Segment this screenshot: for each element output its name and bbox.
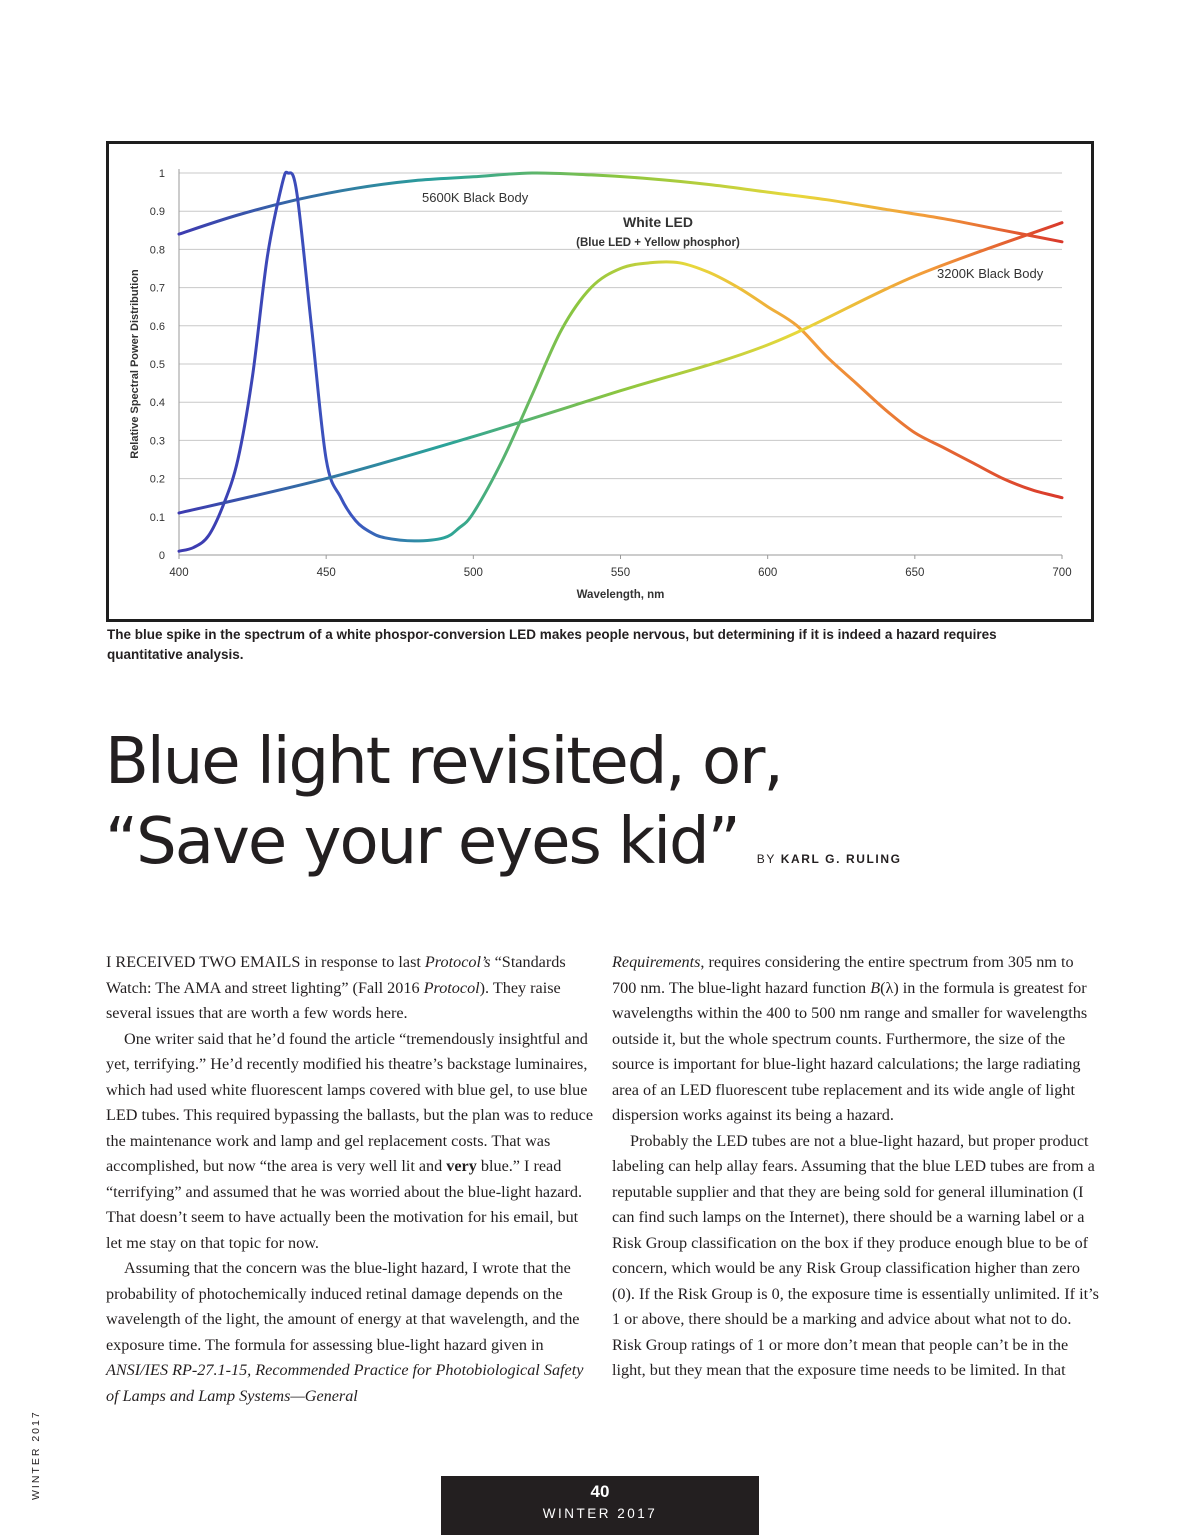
figure-caption: The blue spike in the spectrum of a white phospor-conversion LED makes people nervous, but determining if it is indeed a hazard requires quantitative analysis. (107, 627, 997, 662)
y-tick-label: 0.3 (149, 435, 165, 448)
paragraph-5: Probably the LED tubes are not a blue-light hazard, but proper product labeling can help allay fears. Assuming that the blue LED tubes are from a reputable supplier and that they are being sold for general illumination (I can find such lamps on the Internet), there should be a warning label or a Risk Group classification on the box if they produce enough blue to be of concern, which would be any Risk Group classification higher than zero (0). If the Risk Group is 0, the exposure time is essentially unlimited. If it’s 1 or above, there should be a marking and advice about what not to do. Risk Group ratings of 1 or more don’t mean that people can’t be in the light, but they mean that the exposure time needs to be limited. In that (612, 1131, 1099, 1379)
body-column-left (106, 950, 594, 1409)
label-white-led: White LED (623, 214, 693, 230)
label-5600k-black-body: 5600K Black Body (422, 190, 529, 205)
label-white-led-sub: (Blue LED + Yellow phosphor) (576, 237, 740, 249)
series-line-led (179, 172, 1062, 551)
label-3200k-black-body: 3200K Black Body (937, 266, 1044, 281)
paragraph-2 (106, 1027, 594, 1257)
y-tick-label: 1 (158, 168, 165, 180)
headline-line-1: Blue light revisited, or, (105, 725, 782, 799)
page-footer (441, 1476, 759, 1535)
byline-prefix: BY (756, 852, 776, 866)
paragraph-1-italic-1: Protocol’s (424, 953, 491, 971)
page-number: 40 (590, 1482, 610, 1501)
x-tick-label: 700 (1052, 567, 1072, 579)
paragraph-2-text-a: One writer said that he’d found the article “tremendously insightful and yet, terrifying.” He’d recently modified his theatre’s backstage luminaires, which had used white fluorescent lamps covered with blue gel, to use blue LED tubes. This required bypassing the ballasts, but the plan was to reduce the maintenance work and lamp and gel replacement costs. That was accomplished, but now “the area is very well lit and (106, 1029, 594, 1175)
article-headline (105, 722, 1105, 899)
paragraph-1-text-1: “Standards Watch: The AMA and street lighting” (Fall 2016 (106, 953, 566, 997)
paragraph-4 (612, 950, 1100, 1129)
paragraph-4-function: B (870, 978, 881, 997)
y-tick-label: 0.8 (149, 244, 165, 257)
paragraph-1-lead: I RECEIVED TWO EMAILS in response to last (106, 953, 425, 971)
byline-author: KARL G. RULING (780, 852, 902, 866)
footer-issue: WINTER 2017 (542, 1506, 658, 1521)
y-tick-label: 0.9 (149, 206, 165, 219)
y-tick-label: 0.2 (149, 473, 165, 486)
body-column-right (612, 950, 1100, 1384)
paragraph-4-text-a: , requires considering the entire spectrum from 305 nm to 700 nm. The blue-light hazard function (612, 953, 1074, 997)
spectrum-chart (106, 141, 1094, 622)
headline-line-2-text: “Save your eyes kid” (105, 805, 739, 879)
x-tick-label: 650 (905, 567, 925, 579)
headline-line-2 (105, 802, 1105, 899)
x-tick-label: 400 (169, 567, 189, 579)
paragraph-3-italic: ANSI/IES RP-27.1-15, Recommended Practice for Photobiological Safety of Lamps and Lamp Systems—General (106, 1361, 584, 1405)
x-tick-label: 550 (610, 567, 631, 579)
paragraph-4-text-b: (λ) in the formula is greatest for wavelengths within the 400 to 500 nm range and smaller for wavelengths outside it, but the whole spectrum counts. Furthermore, the size of the source is important for blue-light hazard calculations; the large radiating area of an LED fluorescent tube replacement and its wide angle of light dispersion works against its being a hazard. (612, 978, 1088, 1124)
byline (757, 852, 902, 866)
y-tick-label: 0.6 (149, 320, 165, 333)
paragraph-2-text-b: blue.” I read “terrifying” and assumed that he was worried about the blue-light hazard. That doesn’t seem to have actually been the motivation for his email, but let me stay on that topic for now. (106, 1157, 583, 1252)
paragraph-2-bold: very (446, 1157, 477, 1175)
y-tick-label: 0.7 (149, 282, 165, 295)
y-tick-label: 0.4 (149, 397, 165, 410)
spectrum-chart-svg (109, 144, 1091, 619)
x-tick-label: 500 (463, 567, 483, 579)
series-line-bb3200 (179, 223, 1062, 513)
x-tick-label: 450 (316, 567, 336, 579)
series-line-bb5600 (179, 173, 1062, 242)
y-tick-label: 0.5 (149, 359, 165, 371)
x-axis-label: Wavelength, nm (576, 589, 665, 601)
side-issue-label: WINTER 2017 (30, 1410, 42, 1500)
paragraph-4-italic: Requirements (612, 953, 701, 971)
paragraph-3-text: Assuming that the concern was the blue-light hazard, I wrote that the probability of photochemically induced retinal damage depends on the wavelength of the light, the amount of energy at that wavelength, and the exposure time. The formula for assessing blue-light hazard given in (106, 1259, 580, 1354)
y-tick-label: 0.1 (149, 511, 165, 524)
paragraph-1-italic-2: Protocol (423, 978, 480, 997)
paragraph-1 (106, 950, 594, 1027)
paragraph-3 (106, 1256, 594, 1409)
y-axis-label: Relative Spectral Power Distribution (129, 269, 141, 459)
paragraph-1-text-2: ). They raise several issues that are worth a few words here. (106, 978, 561, 1022)
x-tick-label: 600 (758, 567, 778, 579)
y-tick-label: 0 (158, 550, 165, 562)
